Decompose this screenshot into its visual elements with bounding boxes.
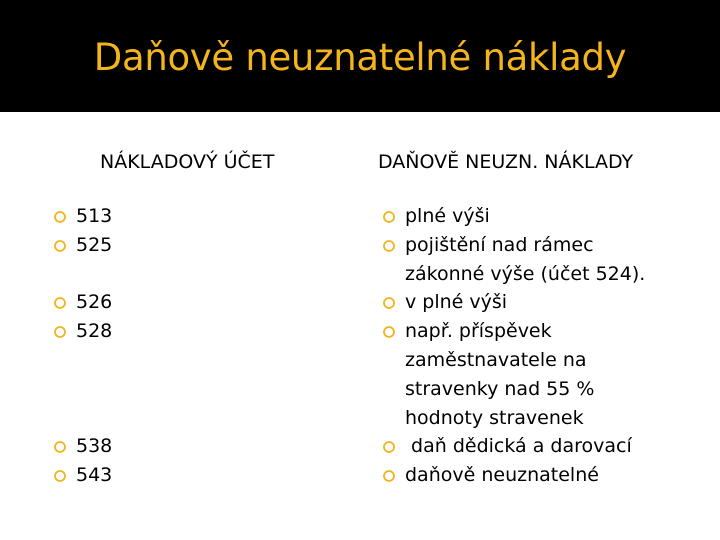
ring-bullet-icon — [53, 440, 67, 454]
ring-bullet-icon — [53, 210, 67, 224]
list-item — [405, 231, 645, 289]
account-number: 525 — [76, 234, 113, 256]
list-item — [405, 202, 490, 231]
list-item — [76, 317, 112, 346]
cost-description-line: hodnoty stravenek — [405, 407, 584, 429]
ring-bullet-icon — [53, 325, 67, 339]
left-column-header: NÁKLADOVÝ ÚČET — [100, 151, 275, 173]
cost-description-line: plné výši — [405, 205, 490, 227]
ring-bullet-icon — [53, 469, 67, 483]
account-number: 528 — [76, 320, 113, 342]
cost-description-line: v plné výši — [405, 291, 508, 313]
slide-title: Daňově neuznatelné náklady — [93, 36, 627, 79]
account-number: 513 — [76, 205, 113, 227]
list-item — [76, 231, 112, 260]
list-item — [76, 202, 112, 231]
ring-bullet-icon — [53, 239, 67, 253]
list-item — [76, 288, 112, 317]
ring-bullet-icon — [382, 210, 396, 224]
ring-bullet-icon — [382, 239, 396, 253]
cost-description-line: zaměstnavatele na — [405, 349, 587, 371]
cost-description-line: např. příspěvek — [405, 320, 552, 342]
ring-bullet-icon — [382, 325, 396, 339]
ring-bullet-icon — [382, 440, 396, 454]
ring-bullet-icon — [382, 469, 396, 483]
account-number: 526 — [76, 291, 113, 313]
account-number: 538 — [76, 435, 113, 457]
list-item — [405, 432, 632, 461]
cost-description-line: daňově neuznatelné — [405, 464, 599, 486]
title-bar — [0, 0, 720, 112]
cost-description-line: daň dědická a darovací — [405, 435, 632, 457]
ring-bullet-icon — [382, 296, 396, 310]
ring-bullet-icon — [53, 296, 67, 310]
list-item — [405, 288, 507, 317]
cost-description-line: pojištění nad rámec — [405, 234, 594, 256]
cost-description-line: zákonné výše (účet 524). — [405, 263, 646, 285]
account-number: 543 — [76, 464, 113, 486]
right-column-header: DAŇOVĚ NEUZN. NÁKLADY — [378, 151, 634, 173]
list-item — [76, 461, 112, 490]
list-item — [405, 461, 599, 490]
list-item — [76, 432, 112, 461]
cost-description-line: stravenky nad 55 % — [405, 378, 595, 400]
list-item — [405, 317, 594, 433]
